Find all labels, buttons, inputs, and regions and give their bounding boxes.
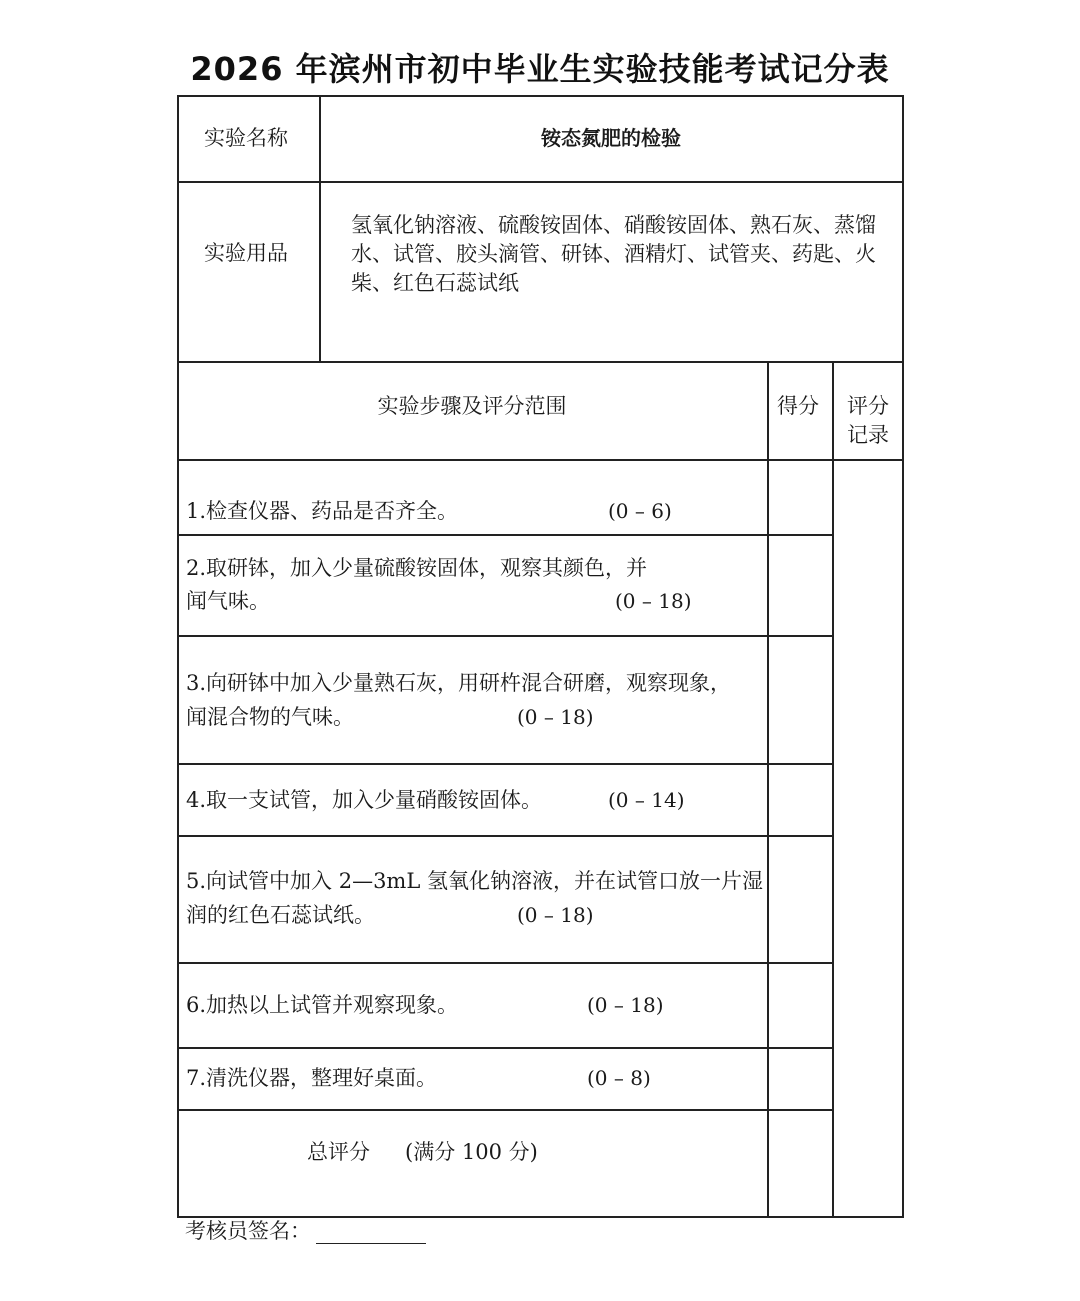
steps-header: 实验步骤及评分范围	[377, 394, 567, 418]
step-7-text: 7.清洗仪器，整理好桌面。	[186, 1066, 438, 1090]
examiner-signature-label: 考核员签名：	[185, 1219, 311, 1243]
row-divider	[177, 181, 904, 183]
step-5-line-2: 润的红色石蕊试纸。	[186, 903, 375, 927]
row-divider	[177, 635, 833, 637]
step-3-range: (0 – 18)	[517, 705, 594, 729]
row-divider	[177, 1109, 833, 1111]
step-5-line-1: 5.向试管中加入 2—3mL 氢氧化钠溶液，并在试管口放一片湿	[186, 869, 763, 893]
step-7-range: (0 – 8)	[587, 1066, 651, 1090]
row-divider	[177, 534, 833, 536]
total-note: (满分 100 分)	[405, 1140, 538, 1164]
record-header: 评分记录	[847, 394, 889, 447]
experiment-name-value: 铵态氮肥的检验	[541, 126, 681, 150]
step-3-line-2: 闻混合物的气味。	[186, 705, 354, 729]
table-border-left	[177, 95, 179, 1217]
total-label: 总评分	[307, 1140, 370, 1164]
row-divider	[177, 459, 904, 461]
step-2-line-1: 2.取研钵，加入少量硫酸铵固体，观察其颜色，并	[186, 556, 648, 580]
signature-line[interactable]	[316, 1243, 426, 1244]
row-divider	[177, 835, 833, 837]
step-2-line-2: 闻气味。	[186, 589, 270, 613]
table-border-right	[902, 95, 904, 1217]
step-5-range: (0 – 18)	[517, 903, 594, 927]
step-1-text: 1.检查仪器、药品是否齐全。	[186, 499, 459, 523]
step-1-range: (0 – 6)	[608, 499, 672, 523]
step-4-text: 4.取一支试管，加入少量硝酸铵固体。	[186, 788, 543, 812]
step-2-range: (0 – 18)	[615, 589, 692, 613]
row-divider	[177, 1047, 833, 1049]
table-border-top	[177, 95, 904, 97]
row-divider	[177, 763, 833, 765]
step-3-line-1: 3.向研钵中加入少量熟石灰，用研杵混合研磨，观察现象，	[186, 671, 732, 695]
record-column-divider	[832, 361, 834, 1217]
step-6-text: 6.加热以上试管并观察现象。	[186, 993, 459, 1017]
page-title: 2026 年滨州市初中毕业生实验技能考试记分表	[190, 50, 890, 88]
score-table	[177, 95, 904, 1217]
row-divider	[177, 361, 904, 363]
row-divider	[177, 962, 833, 964]
experiment-name-label: 实验名称	[204, 126, 288, 150]
step-4-range: (0 – 14)	[608, 788, 685, 812]
score-column-divider	[767, 361, 769, 1217]
step-6-range: (0 – 18)	[587, 993, 664, 1017]
experiment-materials-value: 氢氧化钠溶液、硫酸铵固体、硝酸铵固体、熟石灰、蒸馏水、试管、胶头滴管、研钵、酒精灯、试管夹、药匙、火柴、红色石蕊试纸	[351, 213, 876, 295]
score-header: 得分	[777, 394, 819, 418]
experiment-materials-label: 实验用品	[204, 241, 288, 265]
